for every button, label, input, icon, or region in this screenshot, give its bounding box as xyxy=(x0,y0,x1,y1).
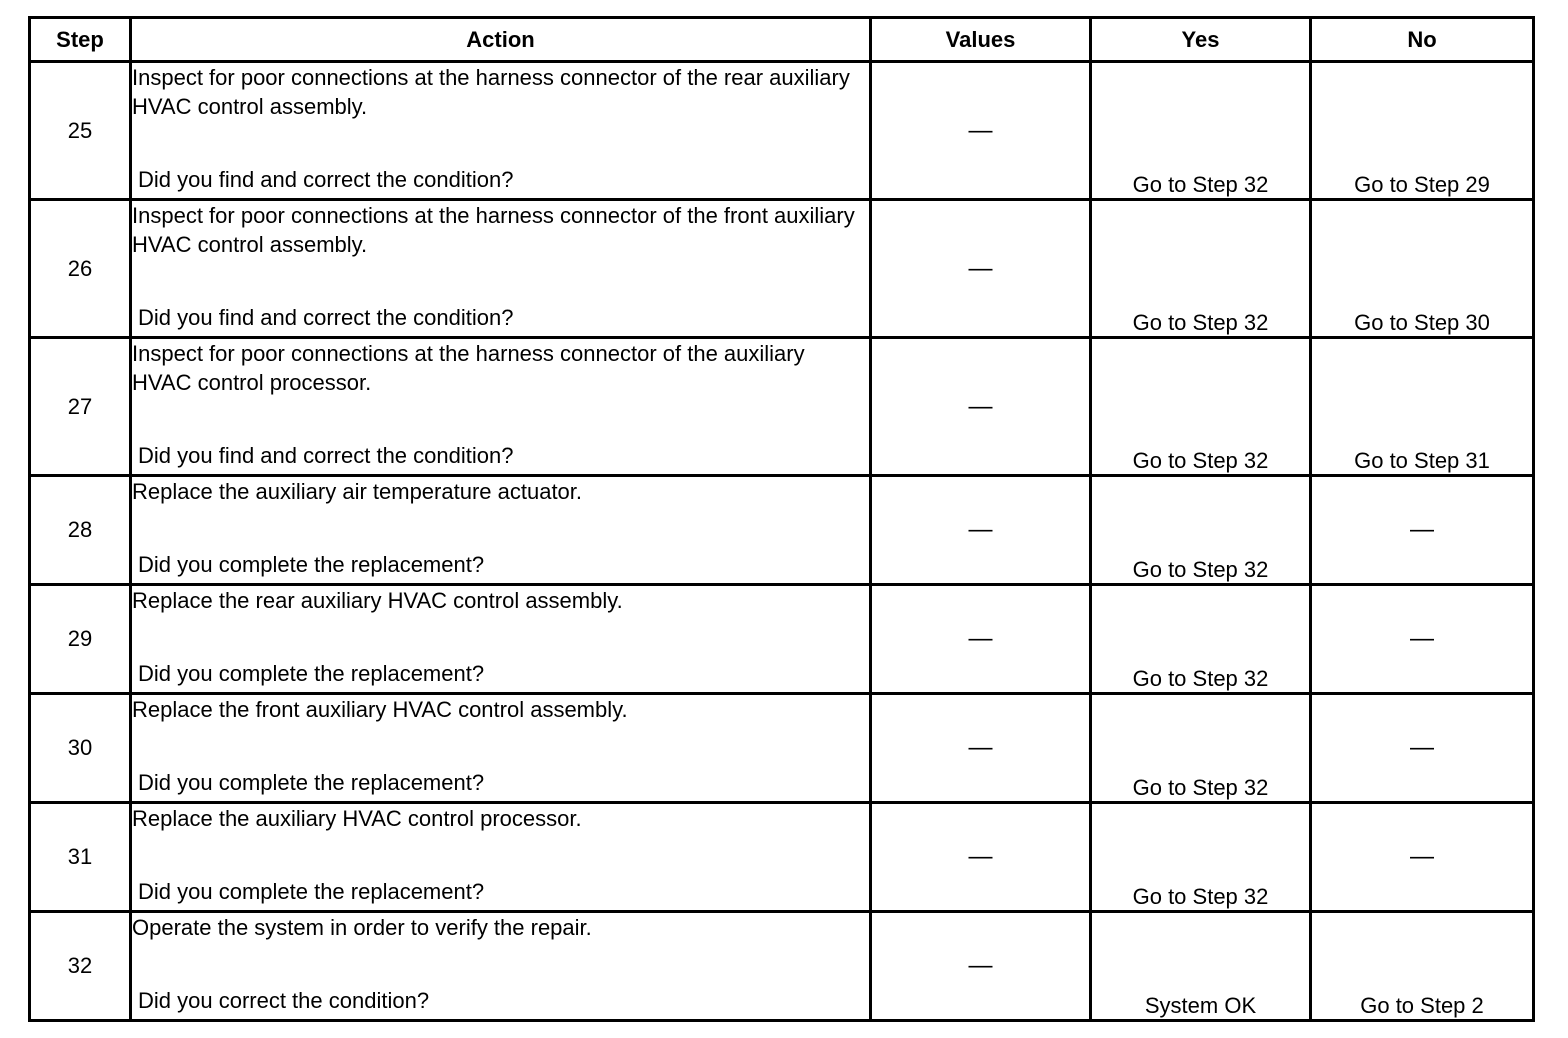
table-row xyxy=(30,694,1534,803)
no-cell: Go to Step 29 xyxy=(1311,62,1534,200)
no-cell: — xyxy=(1311,694,1534,803)
diagnostic-table xyxy=(28,16,1535,1022)
header-action: Action xyxy=(131,18,871,62)
values-cell: — xyxy=(871,200,1091,338)
yes-cell: Go to Step 32 xyxy=(1091,585,1311,694)
action-text: Replace the front auxiliary HVAC control assembly. xyxy=(132,697,628,722)
step-number: 30 xyxy=(30,694,131,803)
yes-cell: Go to Step 32 xyxy=(1091,62,1311,200)
action-text: Replace the auxiliary air temperature actuator. xyxy=(132,479,583,504)
action-question: Did you find and correct the condition? xyxy=(138,443,514,468)
action-cell xyxy=(131,62,871,200)
table-row xyxy=(30,338,1534,476)
values-cell: — xyxy=(871,803,1091,912)
action-question: Did you complete the replacement? xyxy=(138,661,485,686)
step-number: 32 xyxy=(30,912,131,1021)
action-question: Did you find and correct the condition? xyxy=(138,305,514,330)
step-number: 31 xyxy=(30,803,131,912)
header-yes: Yes xyxy=(1091,18,1311,62)
values-cell: — xyxy=(871,476,1091,585)
values-cell: — xyxy=(871,585,1091,694)
action-text: Replace the rear auxiliary HVAC control assembly. xyxy=(132,588,623,613)
action-question: Did you find and correct the condition? xyxy=(138,167,514,192)
values-cell: — xyxy=(871,338,1091,476)
action-cell xyxy=(131,585,871,694)
table-row xyxy=(30,912,1534,1021)
action-cell xyxy=(131,694,871,803)
action-text: Inspect for poor connections at the harness connector of the auxiliary HVAC control processor. xyxy=(132,341,805,395)
yes-cell: Go to Step 32 xyxy=(1091,803,1311,912)
step-number: 27 xyxy=(30,338,131,476)
action-question: Did you complete the replacement? xyxy=(138,770,485,795)
yes-cell: Go to Step 32 xyxy=(1091,338,1311,476)
action-text: Inspect for poor connections at the harness connector of the front auxiliary HVAC control assembly. xyxy=(132,203,855,257)
action-text: Inspect for poor connections at the harness connector of the rear auxiliary HVAC control assembly. xyxy=(132,65,850,119)
yes-cell: System OK xyxy=(1091,912,1311,1021)
no-cell: Go to Step 31 xyxy=(1311,338,1534,476)
action-question: Did you complete the replacement? xyxy=(138,879,485,904)
no-cell: Go to Step 30 xyxy=(1311,200,1534,338)
action-text: Operate the system in order to verify the repair. xyxy=(132,915,592,940)
action-question: Did you correct the condition? xyxy=(138,988,430,1013)
table-row xyxy=(30,585,1534,694)
action-cell xyxy=(131,803,871,912)
step-number: 28 xyxy=(30,476,131,585)
step-number: 26 xyxy=(30,200,131,338)
step-number: 29 xyxy=(30,585,131,694)
action-cell xyxy=(131,200,871,338)
values-cell: — xyxy=(871,912,1091,1021)
header-no: No xyxy=(1311,18,1534,62)
header-step: Step xyxy=(30,18,131,62)
table-row xyxy=(30,476,1534,585)
yes-cell: Go to Step 32 xyxy=(1091,476,1311,585)
no-cell: — xyxy=(1311,585,1534,694)
action-question: Did you complete the replacement? xyxy=(138,552,485,577)
no-cell: — xyxy=(1311,803,1534,912)
action-cell xyxy=(131,338,871,476)
yes-cell: Go to Step 32 xyxy=(1091,694,1311,803)
yes-cell: Go to Step 32 xyxy=(1091,200,1311,338)
action-text: Replace the auxiliary HVAC control processor. xyxy=(132,806,582,831)
table-row xyxy=(30,803,1534,912)
table-row xyxy=(30,62,1534,200)
action-cell xyxy=(131,912,871,1021)
no-cell: — xyxy=(1311,476,1534,585)
header-values: Values xyxy=(871,18,1091,62)
action-cell xyxy=(131,476,871,585)
no-cell: Go to Step 2 xyxy=(1311,912,1534,1021)
values-cell: — xyxy=(871,62,1091,200)
diagnostic-table-container xyxy=(28,16,1535,1022)
step-number: 25 xyxy=(30,62,131,200)
header-row xyxy=(30,18,1534,62)
values-cell: — xyxy=(871,694,1091,803)
table-row xyxy=(30,200,1534,338)
